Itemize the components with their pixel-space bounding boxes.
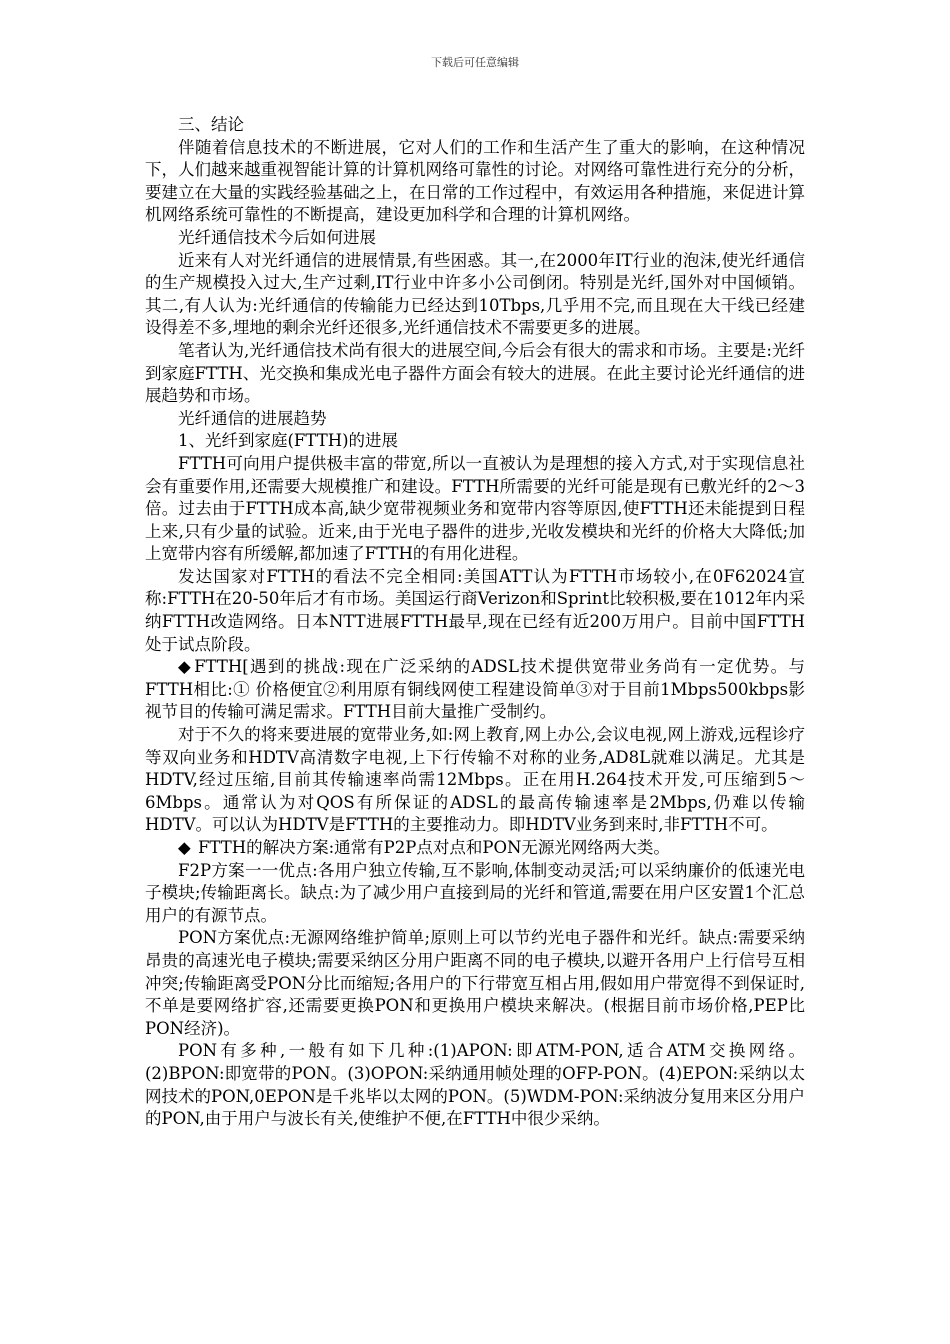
paragraph-pon-types: PON有多种,一般有如下几种:(1)APON:即ATM-PON,适合ATM交换网络。(2)BPON:即宽带的PON。(3)OPON:采纳通用帧处理的OFP-PON。(4)EPON:采纳以太网技术的PON,0EPON是千兆毕以太网的PON。(5)WDM-PON:采纳波分复用来区分用户的PON,由于用户与波长有关,使维护不便,在FTTH中很少采纳。 bbox=[145, 1041, 805, 1129]
paragraph-pon-scheme: PON方案优点:无源网络维护简单;原则上可以节约光电子器件和光纤。缺点:需要采纳昂贵的高速光电子模块;需要采纳区分用户距离不同的电子模块,以避开各用户上行信号互相冲突;传输距离受PON分比而缩短;各用户的下行带宽互相占用,假如用户带宽得不到保证时,不单是要网络扩容,还需要更换PON和更换用户模块来解决。(根据目前市场价格,PEP比PON经济)。 bbox=[145, 928, 805, 1038]
paragraph-developed-countries: 发达国家对FTTH的看法不完全相同:美国ATT认为FTTH市场较小,在0F62024宣称:FTTH在20-50年后才有市场。美国运行商Verizon和Sprint比较积极,要在1012年内采纳FTTH改造网络。日本NTT进展FTTH最早,现在已经有近200万用户。目前中国FTTH处于试点阶段。 bbox=[145, 566, 805, 654]
heading-ftth: 1、光纤到家庭(FTTH)的进展 bbox=[178, 431, 399, 451]
page-header: 下载后可任意编辑 bbox=[431, 56, 519, 69]
paragraph-future-services: 对于不久的将来要进展的宽带业务,如:网上教育,网上办公,会议电视,网上游戏,远程诊疗等双向业务和HDTV高清数字电视,上下行传输不对称的业务,AD8L就难以满足。尤其是HDTV,经过压缩,目前其传输速率尚需12Mbps。正在用H.264技术开发,可压缩到5～6Mbps。通常认为对QOS有所保证的ADSL的最高传输速率是2Mbps,仍难以传输HDTV。可以认为HDTV是FTTH的主要推动力。即HDTV业务到来时,非FTTH不可。 bbox=[145, 725, 805, 835]
document-body bbox=[145, 114, 805, 1131]
paragraph-author-view: 笔者认为,光纤通信技术尚有很大的进展空间,今后会有很大的需求和市场。主要是:光纤到家庭FTTH、光交换和集成光电子器件方面会有较大的进展。在此主要讨论光纤通信的进展趋势和市场。 bbox=[145, 340, 805, 406]
heading-trends: 光纤通信的进展趋势 bbox=[178, 408, 327, 428]
heading-fiber-future: 光纤通信技术今后如何进展 bbox=[178, 227, 376, 247]
paragraph-ftth-solutions: ◆ FTTH的解决方案:通常有P2P点对点和PON无源光网络两大类。 bbox=[178, 838, 670, 857]
paragraph-conclusion: 伴随着信息技术的不断进展，它对人们的工作和生活产生了重大的影响，在这种情况下，人们越来越重视智能计算的计算机网络可靠性的讨论。对网络可靠性进行充分的分析，要建立在大量的实践经验基础之上，在日常的工作过程中，有效运用各种措施，来促进计算机网络系统可靠性的不断提高，建设更加科学和合理的计算机网络。 bbox=[145, 137, 805, 225]
paragraph-ftth-bandwidth: FTTH可向用户提供极丰富的带宽,所以一直被认为是理想的接入方式,对于实现信息社会有重要作用,还需要大规模推广和建设。FTTH所需要的光纤可能是现有已敷光纤的2～3倍。过去由于FTTH成本高,缺少宽带视频业务和宽带内容等原因,使FTTH还未能提到日程上来,只有少量的试验。近来,由于光电子器件的进步,光收发模块和光纤的价格大大降低;加上宽带内容有所缓解,都加速了FTTH的有用化进程。 bbox=[145, 453, 805, 564]
heading-conclusion: 三、结论 bbox=[178, 115, 244, 134]
paragraph-p2p-scheme: F2P方案一一优点:各用户独立传输,互不影响,体制变动灵活;可以采纳廉价的低速光电子模块;传输距离长。缺点:为了减少用户直接到局的光纤和管道,需要在用户区安置1个汇总用户的有源节点。 bbox=[145, 860, 805, 925]
bullet-diamond-icon: ◆ bbox=[178, 838, 191, 857]
bullet-diamond-icon: ◆ bbox=[178, 657, 193, 677]
paragraph-confusion: 近来有人对光纤通信的进展情景,有些困惑。其一,在2000年IT行业的泡沫,使光纤通信的生产规模投入过大,生产过剩,IT行业中许多小公司倒闭。特别是光纤,国外对中国倾销。其二,有人认为:光纤通信的传输能力已经达到10Tbps,几乎用不完,而且现在大干线已经建设得差不多,埋地的剩余光纤还很多,光纤通信技术不需要更多的进展。 bbox=[145, 250, 805, 338]
paragraph-ftth-challenges: ◆ FTTH[遇到的挑战:现在广泛采纳的ADSL技术提供宽带业务尚有一定优势。与FTTH相比:① 价格便宜②利用原有铜线网使工程建设简单③对于目前1Mbps500kbps影视节目的传输可满足需求。FTTH目前大量推广受制约。 bbox=[145, 657, 805, 722]
